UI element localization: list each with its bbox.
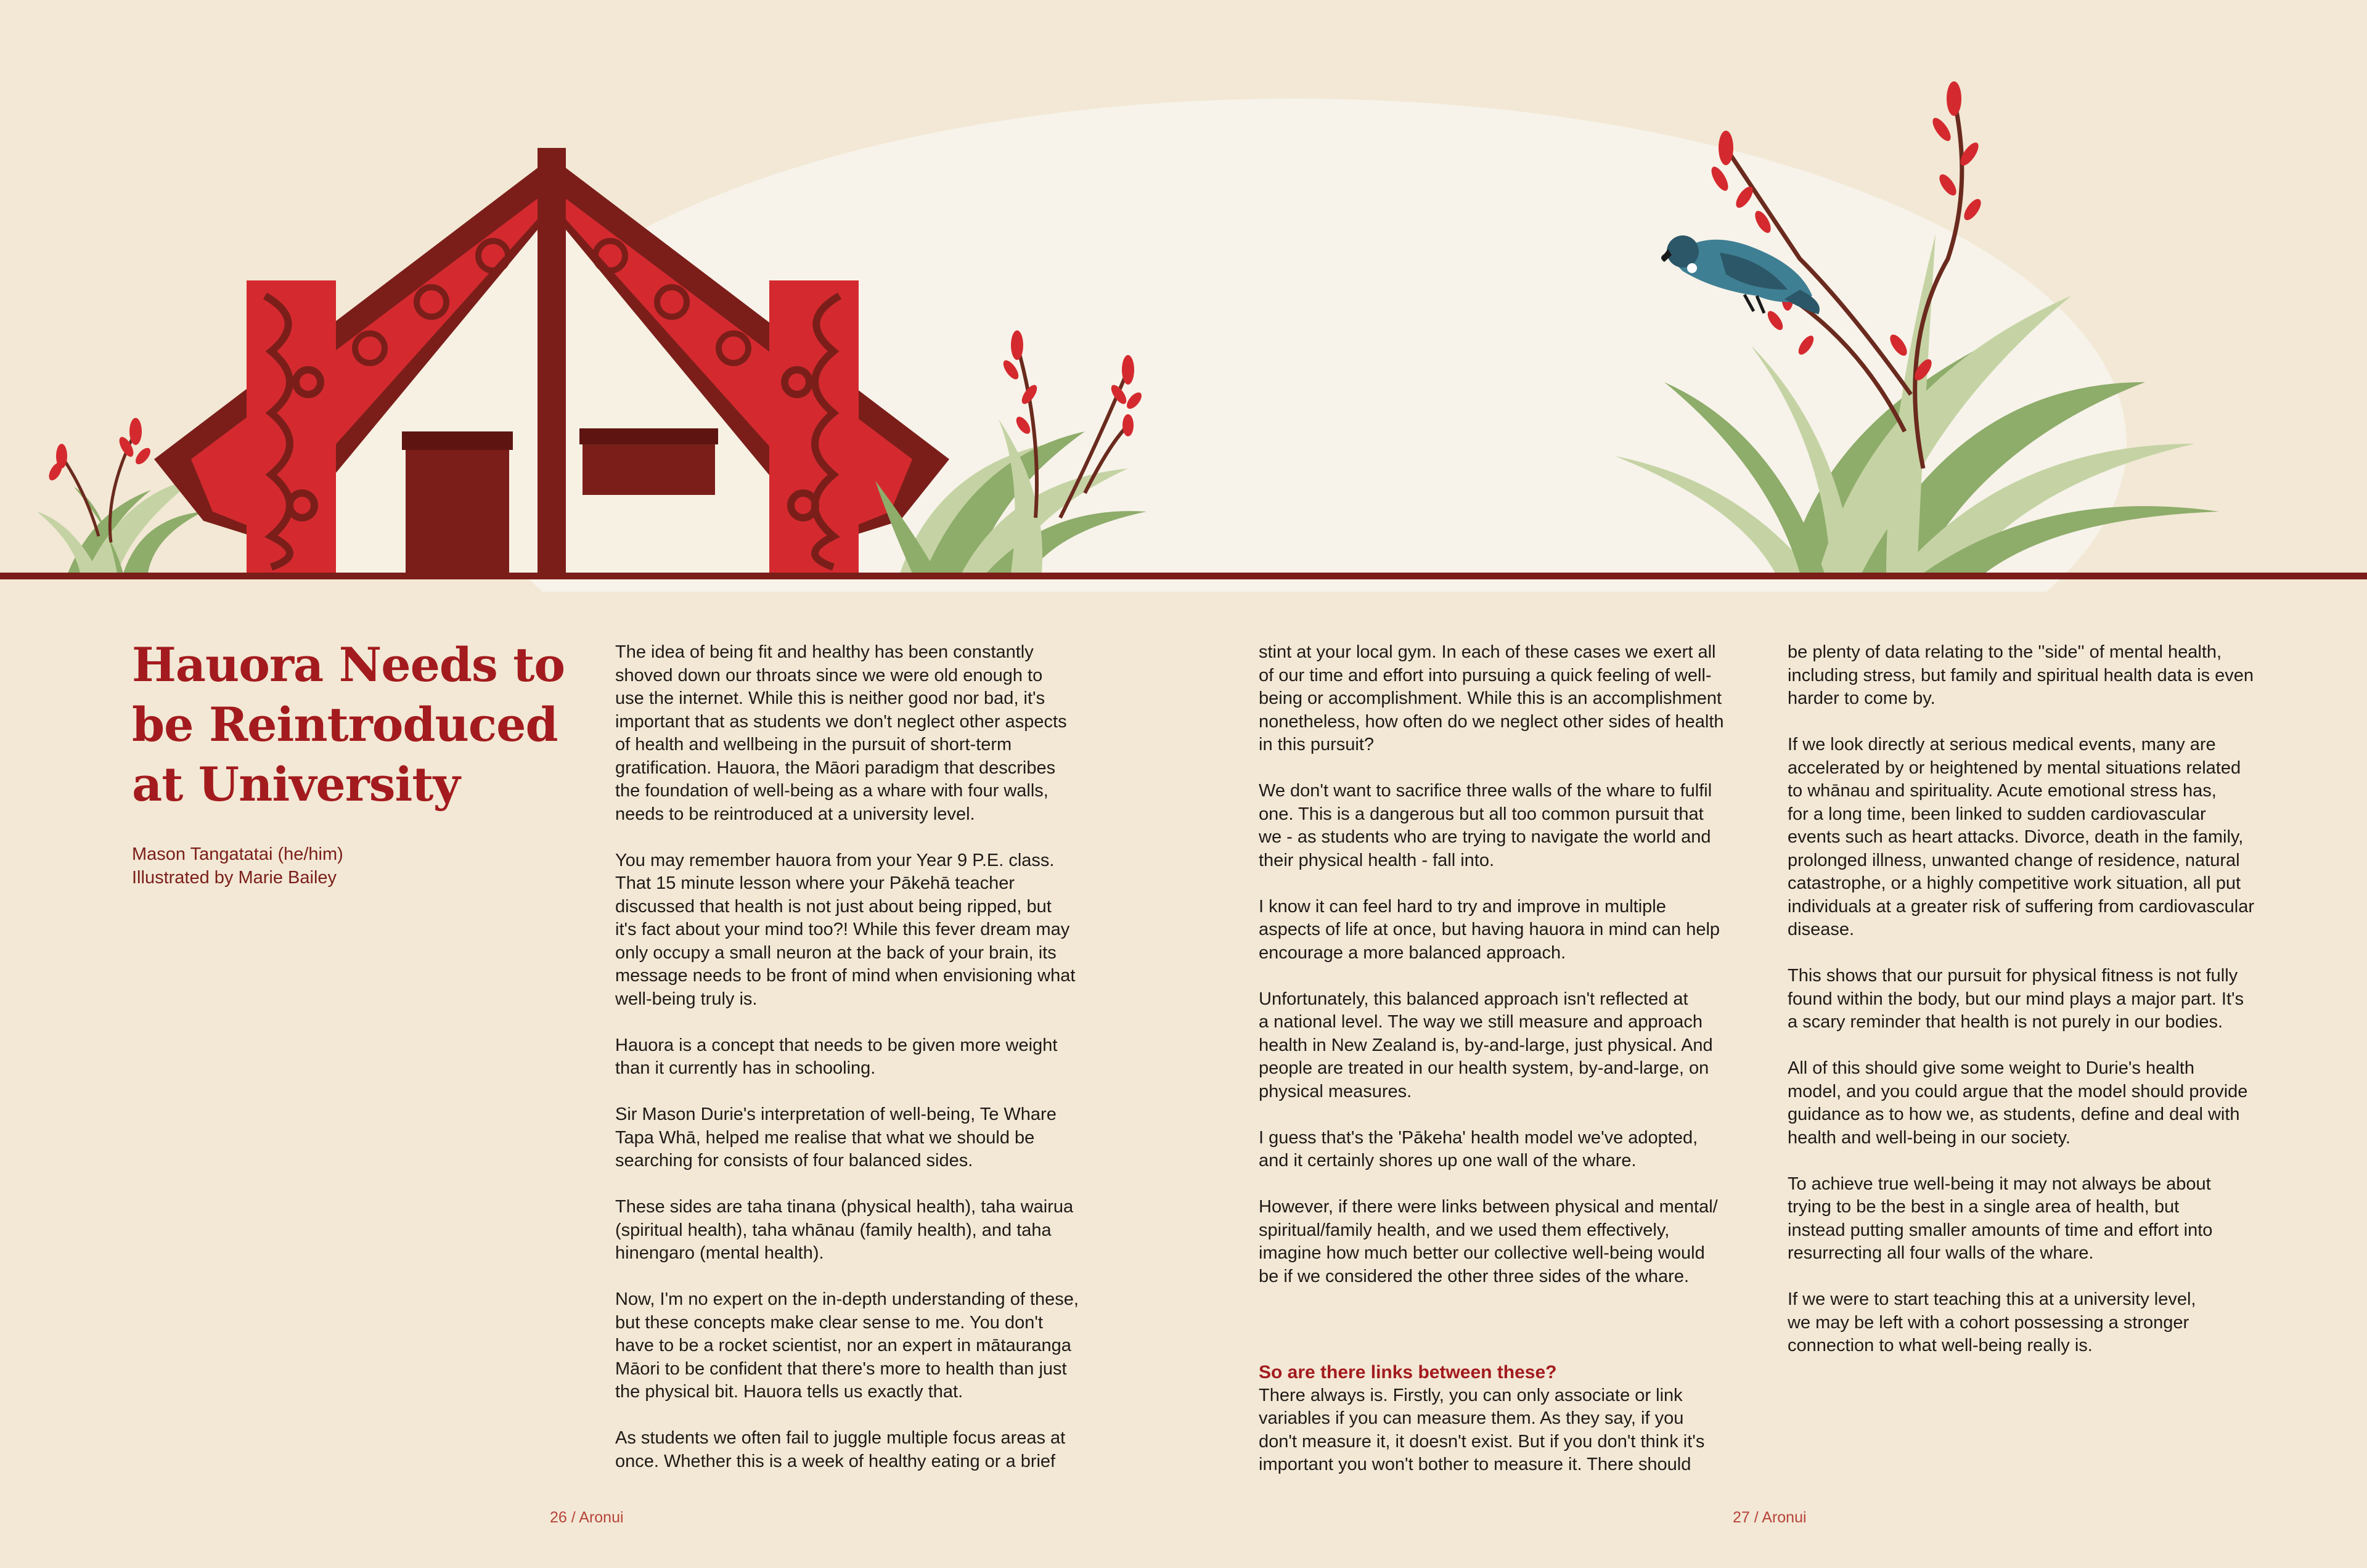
text-line: people are treated in our health system, by-and-large, on (1259, 1058, 1709, 1078)
text-line: discussed that health is not just about being ripped, but (615, 896, 1052, 917)
text-line: be if we considered the other three sides of the whare. (1259, 1266, 1690, 1286)
text-line: we may be left with a cohort possessing a stronger (1788, 1312, 2189, 1333)
body-paragraph (1788, 733, 2299, 942)
text-line: for a long time, been linked to sudden cardiovascular (1788, 804, 2206, 824)
body-paragraph (615, 1288, 1127, 1404)
text-line: being or accomplishment. While this is an accomplishment (1259, 688, 1722, 708)
text-line: physical measures. (1259, 1081, 1412, 1101)
text-line: encourage a more balanced approach. (1259, 942, 1566, 963)
text-line: nonetheless, how often do we neglect other sides of health (1259, 711, 1724, 732)
text-line: important that as students we don't neglect other aspects (615, 711, 1067, 732)
text-line: we - as students who are trying to navigate the world and (1259, 827, 1711, 847)
text-line: searching for consists of four balanced sides. (615, 1151, 973, 1170)
illustration-wharenui-landscape (0, 0, 2367, 592)
text-line: spiritual/family health, and we used them effectively, (1259, 1220, 1670, 1240)
text-line: their physical health - fall into. (1259, 850, 1495, 870)
tui-head (1667, 235, 1699, 267)
text-line: individuals at a greater risk of suffering from cardiovascular (1788, 896, 2255, 917)
body-paragraph (1259, 641, 1770, 757)
text-line: model, and you could argue that the model should provide (1788, 1081, 2248, 1101)
text-line: important you won't bother to measure it. There should (1259, 1455, 1691, 1474)
body-paragraph (615, 1103, 1127, 1173)
body-paragraph (1259, 780, 1770, 872)
text-line: resurrecting all four walls of the whare. (1788, 1243, 2094, 1263)
text-line: If we look directly at serious medical events, many are (1788, 735, 2216, 754)
body-paragraph (1788, 965, 2299, 1034)
text-line: but these concepts make clear sense to me. You don't (615, 1312, 1043, 1333)
body-paragraph (1788, 641, 2299, 711)
author-credit: Mason Tangatatai (he/him) (132, 844, 343, 864)
text-line: prolonged illness, unwanted change of residence, natural (1788, 850, 2240, 870)
illustrator-credit: Illustrated by Marie Bailey (132, 868, 337, 888)
tekoteko-pole (538, 148, 566, 573)
text-line: aspects of life at once, but having hauora in mind can help (1259, 920, 1720, 939)
text-line: stint at your local gym. In each of these cases we exert all (1259, 642, 1716, 662)
text-line: Now, I'm no expert on the in-depth understanding of these, (615, 1289, 1079, 1309)
text-line: shoved down our throats since we were old enough to (615, 665, 1043, 685)
text-line: instead putting smaller amounts of time and effort into (1788, 1220, 2213, 1240)
text-line: than it currently has in schooling. (615, 1058, 876, 1078)
text-line: health and well-being in our society. (1788, 1127, 2071, 1148)
text-line: and it certainly shores up one wall of the whare. (1259, 1151, 1637, 1170)
body-paragraph (1259, 1196, 1770, 1288)
page-folio-left: 26 / Aronui (550, 1509, 624, 1526)
text-line: All of this should give some weight to Durie's health (1788, 1058, 2194, 1078)
text-line: of health and wellbeing in the pursuit of short-term (615, 735, 1012, 754)
page-folio-right: 27 / Aronui (1733, 1509, 1807, 1526)
body-column-2 (1259, 641, 1770, 1500)
text-line: Māori to be confident that there's more to health than just (615, 1358, 1067, 1379)
text-line: use the internet. While this is neither good nor bad, it's (615, 688, 1045, 708)
text-line: health in New Zealand is, by-and-large, just physical. And (1259, 1035, 1713, 1055)
body-paragraph (615, 1196, 1127, 1265)
title-line: at University (132, 757, 460, 812)
body-paragraph (615, 641, 1127, 826)
body-column-1 (615, 641, 1127, 1497)
body-paragraph (615, 849, 1127, 1011)
text-line: Sir Mason Durie's interpretation of well-being, Te Whare (615, 1105, 1057, 1124)
text-line: variables if you can measure them. As they say, if you (1259, 1408, 1684, 1428)
text-line: Tapa Whā, helped me realise that what we should be (615, 1127, 1035, 1148)
article-title (132, 635, 576, 814)
text-line: However, if there were links between physical and mental/ (1259, 1197, 1718, 1217)
text-line: needs to be reintroduced at a university level. (615, 804, 975, 824)
flax-flowers-left (46, 418, 153, 483)
text-line: I guess that's the 'Pākeha' health model we've adopted, (1259, 1127, 1698, 1148)
text-line: There always is. Firstly, you can only associate or link (1259, 1385, 1683, 1405)
body-paragraph (1788, 1057, 2299, 1149)
text-line: You may remember hauora from your Year 9 P.E. class. (615, 850, 1055, 870)
text-line: the foundation of well-being as a whare with four walls, (615, 781, 1049, 801)
text-line: once. Whether this is a week of healthy eating or a brief (615, 1451, 1056, 1471)
text-line: If we were to start teaching this at a university level, (1788, 1289, 2196, 1309)
flax-plant-small-left (37, 478, 203, 573)
text-line: Hauora is a concept that needs to be given more weight (615, 1035, 1058, 1055)
body-column-3 (1788, 641, 2299, 1381)
text-line: I know it can feel hard to try and improve in multiple (1259, 896, 1666, 917)
text-line: only occupy a small neuron at the back of your brain, its (615, 942, 1057, 963)
title-line: Hauora Needs to (132, 637, 565, 692)
text-line: it's fact about your mind too?! While this fever dream may (615, 920, 1070, 939)
wharenui-door-lintel (402, 431, 513, 450)
text-line: to whānau and spirituality. Acute emotional stress has, (1788, 781, 2217, 801)
text-line: We don't want to sacrifice three walls of the whare to fulfil (1259, 781, 1712, 801)
body-paragraph (1788, 1288, 2299, 1358)
body-paragraph (1259, 988, 1770, 1104)
text-line: well-being truly is. (615, 989, 758, 1009)
text-line: These sides are taha tinana (physical health), taha wairua (615, 1197, 1074, 1217)
text-line: This shows that our pursuit for physical fitness is not fully (1788, 966, 2238, 986)
text-line: (spiritual health), taha whānau (family health), and taha (615, 1220, 1052, 1240)
text-line: The idea of being fit and healthy has been constantly (615, 642, 1034, 662)
text-line: As students we often fail to juggle multiple focus areas at (615, 1428, 1066, 1448)
text-line: including stress, but family and spiritual health data is even (1788, 665, 2254, 685)
text-line: in this pursuit? (1259, 735, 1374, 754)
text-line: hinengaro (mental health). (615, 1243, 824, 1263)
text-line: Unfortunately, this balanced approach isn't reflected at (1259, 989, 1688, 1009)
text-line: guidance as to how we, as students, define and deal with (1788, 1105, 2240, 1124)
text-line: trying to be the best in a single area of health, but (1788, 1197, 2180, 1217)
text-line: a national level. The way we still measure and approach (1259, 1012, 1703, 1032)
text-line: don't measure it, it doesn't exist. But if you don't think it's (1259, 1431, 1705, 1452)
wharenui-window-lintel (579, 428, 718, 444)
text-line: catastrophe, or a highly competitive work situation, all put (1788, 873, 2241, 893)
text-line: a scary reminder that health is not purely in our bodies. (1788, 1012, 2223, 1032)
text-line: imagine how much better our collective well-being would (1259, 1243, 1705, 1263)
text-line: have to be a rocket scientist, nor an expert in mātauranga (615, 1336, 1071, 1355)
text-line: one. This is a dangerous but all too common pursuit that (1259, 804, 1704, 824)
text-line: accelerated by or heightened by mental situations related (1788, 757, 2241, 778)
body-paragraph (615, 1427, 1127, 1473)
section-subheading: So are there links between these? (1259, 1362, 1557, 1382)
text-line: message needs to be front of mind when envisioning what (615, 966, 1076, 986)
text-line: gratification. Hauora, the Māori paradigm that describes (615, 757, 1056, 778)
ground-line (0, 573, 2367, 579)
text-line: That 15 minute lesson where your Pākehā teacher (615, 873, 1015, 893)
body-paragraph (615, 1034, 1127, 1080)
body-paragraph (1788, 1173, 2299, 1265)
body-paragraph (1259, 1384, 1770, 1477)
text-line: To achieve true well-being it may not always be about (1788, 1174, 2211, 1194)
text-line: found within the body, but our mind plays a major part. It's (1788, 989, 2244, 1009)
title-line: be Reintroduced (132, 697, 558, 752)
text-line: events such as heart attacks. Divorce, death in the family, (1788, 827, 2244, 847)
body-paragraph (1259, 896, 1770, 965)
byline (132, 843, 502, 889)
text-line: harder to come by. (1788, 688, 1936, 708)
text-line: disease. (1788, 920, 1855, 939)
text-line: connection to what well-being really is. (1788, 1336, 2093, 1355)
wharenui-door (406, 431, 509, 573)
body-paragraph (1259, 1127, 1770, 1173)
text-line: be plenty of data relating to the ''side'' of mental health, (1788, 642, 2222, 662)
text-line: the physical bit. Hauora tells us exactly that. (615, 1382, 963, 1402)
text-line: of our time and effort into pursuing a quick feeling of well- (1259, 665, 1712, 685)
tui-throat-tuft (1687, 263, 1697, 273)
